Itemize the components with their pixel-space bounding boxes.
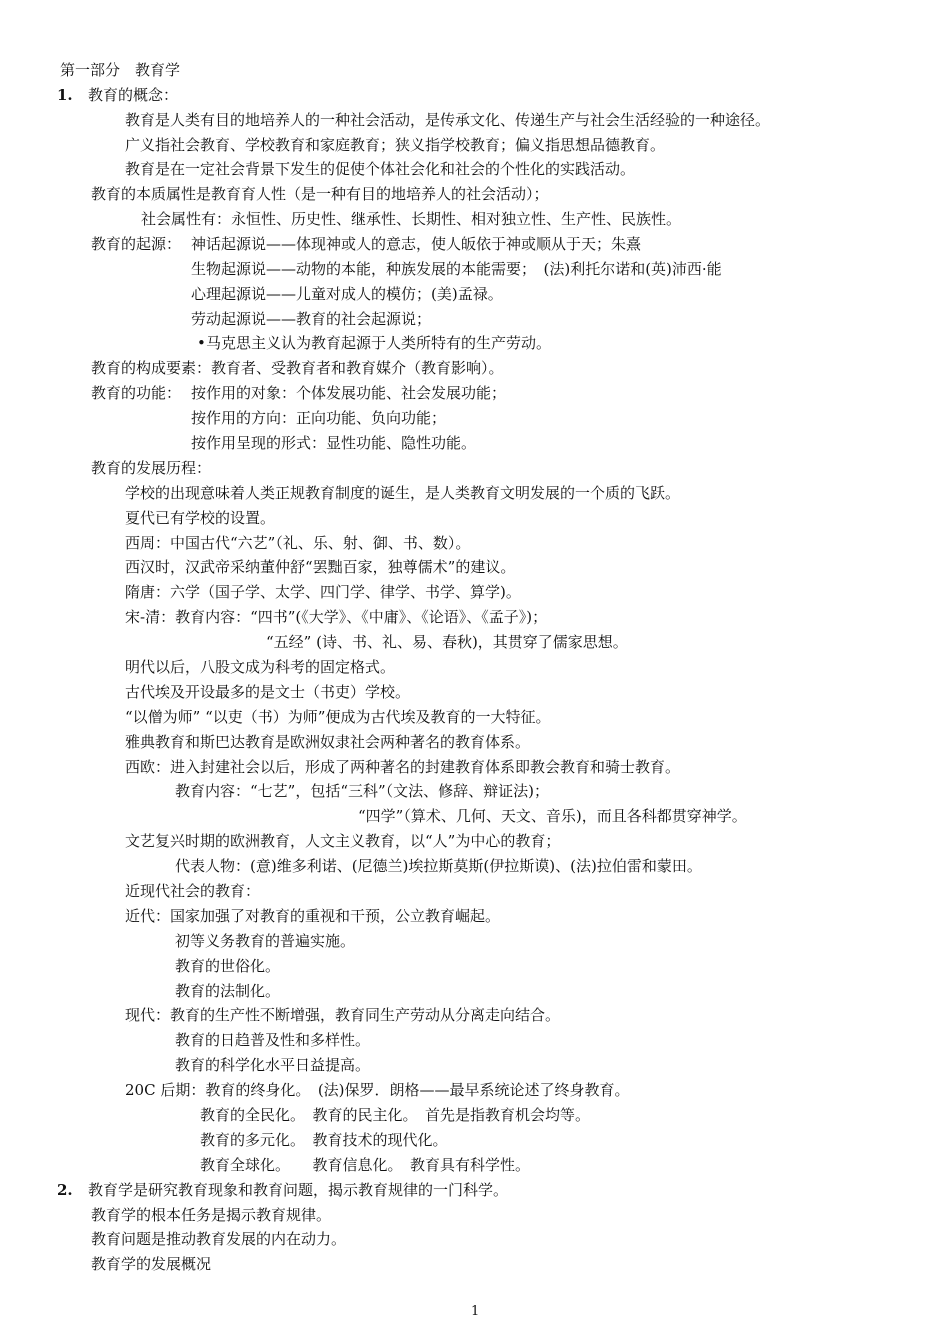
history-line: 宋-清：教育内容：“四书”(《大学》、《中庸》、《论语》、《孟子》)； — [125, 608, 548, 626]
history-label: 教育的发展历程： — [91, 459, 212, 477]
history-line: 近现代社会的教育： — [125, 882, 261, 900]
history-line: 古代埃及开设最多的是文士（书吏）学校。 — [125, 683, 411, 701]
marxism-origin-line: 马克思主义认为教育起源于人类所特有的生产劳动。 — [206, 334, 552, 352]
history-line: “五经” (诗、书、礼、易、春秋)，其贯穿了儒家思想。 — [266, 633, 628, 651]
history-line: 学校的出现意味着人类正规教育制度的诞生，是人类教育文明发展的一个质的飞跃。 — [125, 484, 681, 502]
history-line: 代表人物：(意)维多利诺、(尼德兰)埃拉斯莫斯(伊拉斯谟)、(法)拉伯雷和蒙田。 — [175, 857, 702, 875]
history-line: 教育全球化。 教育信息化。 教育具有科学性。 — [200, 1156, 531, 1174]
origin-line: 神话起源说——体现神或人的意志，使人皈依于神或顺从于天；朱熹 — [191, 235, 642, 253]
origin-line: 生物起源说——动物的本能，种族发展的本能需要； (法)利托尔诺和(英)沛西·能 — [191, 260, 722, 278]
history-line: 近代：国家加强了对教育的重视和干预，公立教育崛起。 — [125, 907, 501, 925]
function-line: 按作用的对象：个体发展功能、社会发展功能； — [191, 384, 507, 402]
origin-label: 教育的起源： — [91, 235, 182, 253]
pedagogy-definition: 教育学是研究教育现象和教育问题，揭示教育规律的一门科学。 — [88, 1181, 509, 1199]
elements-line: 教育的构成要素：教育者、受教育者和教育媒介（教育影响）。 — [91, 359, 504, 377]
history-line: 夏代已有学校的设置。 — [125, 509, 276, 527]
history-line: 初等义务教育的普遍实施。 — [175, 932, 356, 950]
function-line: 按作用的方向：正向功能、负向功能； — [191, 409, 447, 427]
history-line: “以僧为师” “以吏（书）为师”便成为古代埃及教育的一大特征。 — [125, 708, 551, 726]
history-line: 教育的日趋普及性和多样性。 — [175, 1031, 371, 1049]
definition-line: 广义指社会教育、学校教育和家庭教育；狭义指学校教育；偏义指思想品德教育。 — [125, 136, 666, 154]
origin-line: 劳动起源说——教育的社会起源说； — [191, 310, 432, 328]
origin-line: 心理起源说——儿童对成人的模仿；(美)孟禄。 — [191, 285, 503, 303]
history-line: 教育的科学化水平日益提高。 — [175, 1056, 371, 1074]
history-line: 文艺复兴时期的欧洲教育，人文主义教育，以“人”为中心的教育； — [125, 832, 561, 850]
history-line: 明代以后，八股文成为科考的固定格式。 — [125, 658, 396, 676]
history-line: 教育的多元化。 教育技术的现代化。 — [200, 1131, 448, 1149]
history-line: 现代：教育的生产性不断增强，教育同生产劳动从分离走向结合。 — [125, 1006, 561, 1024]
pedagogy-line: 教育问题是推动教育发展的内在动力。 — [91, 1230, 347, 1248]
social-attributes-line: 社会属性有：永恒性、历史性、继承性、长期性、相对独立性、生产性、民族性。 — [141, 210, 682, 228]
function-label: 教育的功能： — [91, 384, 182, 402]
history-line: 教育的法制化。 — [175, 982, 281, 1000]
history-line: 教育的全民化。 教育的民主化。 首先是指教育机会均等。 — [200, 1106, 591, 1124]
item-number-2: 2. — [57, 1181, 73, 1199]
history-line: 20C 后期：教育的终身化。 (法)保罗．朗格——最早系统论述了终身教育。 — [125, 1081, 630, 1099]
concept-heading: 教育的概念： — [88, 86, 179, 104]
function-line: 按作用呈现的形式：显性功能、隐性功能。 — [191, 434, 477, 452]
history-line: 雅典教育和斯巴达教育是欧洲奴隶社会两种著名的教育体系。 — [125, 733, 531, 751]
definition-line: 教育是在一定社会背景下发生的促使个体社会化和社会的个性化的实践活动。 — [125, 160, 636, 178]
history-line: 隋唐：六学（国子学、太学、四门学、律学、书学、算学)。 — [125, 583, 521, 601]
item-number-1: 1. — [57, 86, 73, 104]
definition-line: 教育是人类有目的地培养人的一种社会活动，是传承文化、传递生产与社会生活经验的一种途径。 — [125, 111, 771, 129]
history-line: 教育内容：“七艺”，包括“三科”（文法、修辞、辩证法)； — [175, 782, 550, 800]
history-line: “四学”（算术、几何、天文、音乐)，而且各科都贯穿神学。 — [358, 807, 747, 825]
history-line: 西周：中国古代“六艺”（礼、乐、射、御、书、数）。 — [125, 534, 471, 552]
history-line: 西欧：进入封建社会以后，形成了两种著名的封建教育体系即教会教育和骑士教育。 — [125, 758, 681, 776]
bullet-icon: • — [197, 334, 206, 352]
history-line: 西汉时，汉武帝采纳董仲舒“罢黜百家，独尊儒术”的建议。 — [125, 558, 516, 576]
pedagogy-line: 教育学的根本任务是揭示教育规律。 — [91, 1206, 332, 1224]
essence-line: 教育的本质属性是教育育人性（是一种有目的地培养人的社会活动）； — [91, 185, 549, 203]
history-line: 教育的世俗化。 — [175, 957, 281, 975]
section-title: 第一部分 教育学 — [60, 61, 181, 79]
pedagogy-line: 教育学的发展概况 — [91, 1255, 212, 1273]
page-number: 1 — [471, 1304, 480, 1319]
